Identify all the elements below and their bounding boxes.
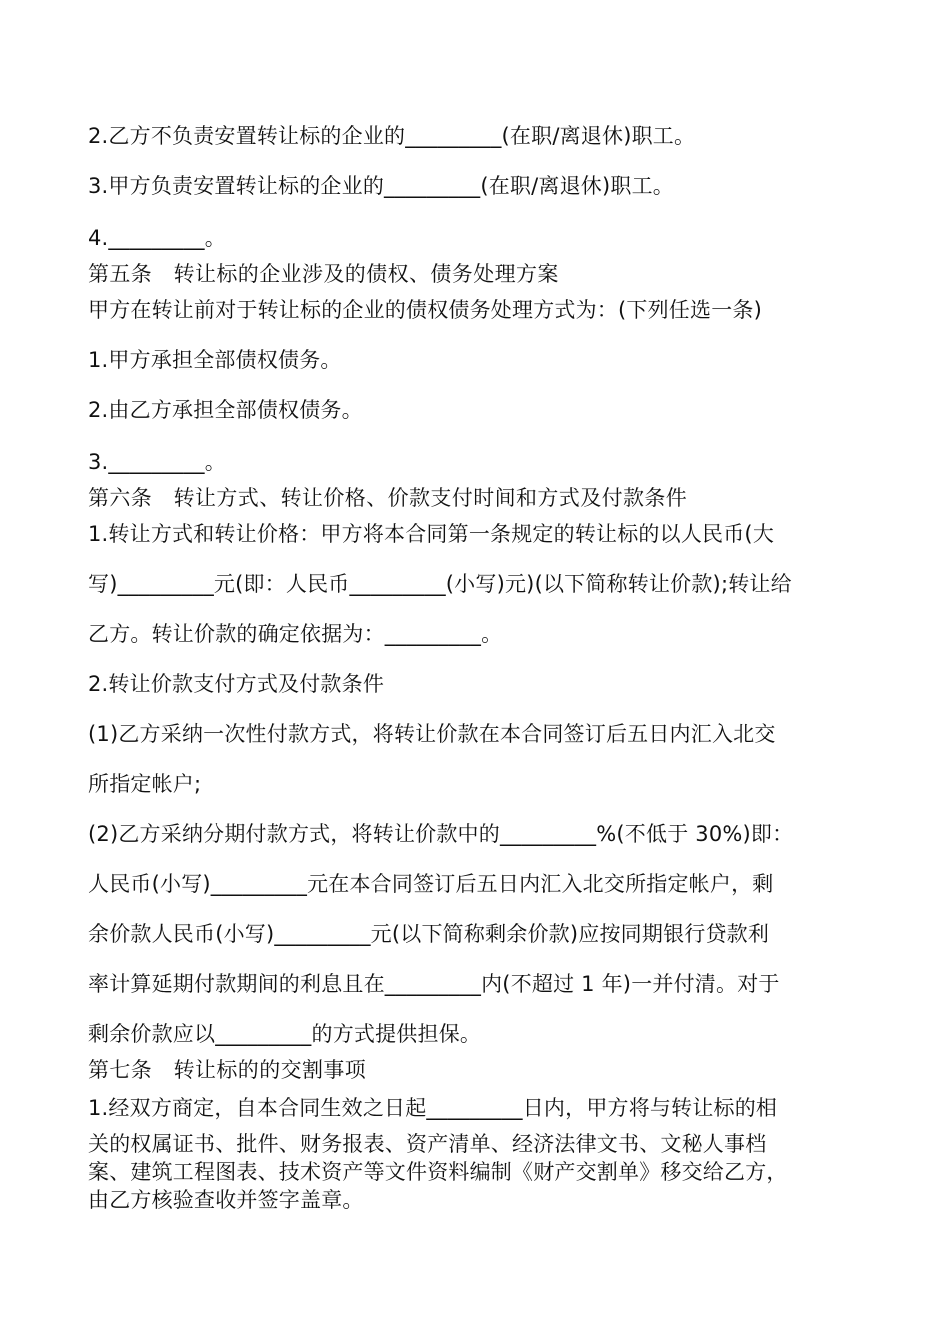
article-7-heading: 第七条 转让标的的交割事项 — [88, 1058, 367, 1082]
article-6-para-1-line-3: 乙方。转让价款的确定依据为：_________。 — [88, 622, 503, 646]
article-6-para-2-1-line-2: 所指定帐户; — [88, 772, 202, 796]
article-7-para-1-line-1: 1.经双方商定，自本合同生效之日起_________日内，甲方将与转让标的相 — [88, 1096, 778, 1120]
clause-5-item-4: 4._________。 — [88, 226, 226, 250]
article-5-intro: 甲方在转让前对于转让标的企业的债权债务处理方式为：(下列任选一条) — [88, 298, 762, 322]
clause-5-item-3: 3.甲方负责安置转让标的企业的_________(在职/离退休)职工。 — [88, 174, 674, 198]
article-6-para-2-heading: 2.转让价款支付方式及付款条件 — [88, 672, 385, 696]
article-6-para-2-2-line-2: 人民币(小写)_________元在本合同签订后五日内汇入北交所指定帐户，剩 — [88, 872, 774, 896]
article-6-para-2-2-line-3: 余价款人民币(小写)_________元(以下简称剩余价款)应按同期银行贷款利 — [88, 922, 770, 946]
article-6-para-1-line-1: 1.转让方式和转让价格：甲方将本合同第一条规定的转让标的以人民币(大 — [88, 522, 775, 546]
clause-5-item-2: 2.乙方不负责安置转让标的企业的_________(在职/离退休)职工。 — [88, 124, 696, 148]
article-7-para-1-line-4: 由乙方核验查收并签字盖章。 — [88, 1188, 364, 1212]
article-6-heading: 第六条 转让方式、转让价格、价款支付时间和方式及付款条件 — [88, 486, 688, 510]
article-6-para-2-2-line-1: (2)乙方采纳分期付款方式，将转让价款中的_________%(不低于 30%)即： — [88, 822, 794, 846]
article-5-option-2: 2.由乙方承担全部债权债务。 — [88, 398, 363, 422]
article-5-option-3: 3._________。 — [88, 450, 226, 474]
article-6-para-2-2-line-5: 剩余价款应以_________的方式提供担保。 — [88, 1022, 482, 1046]
article-7-para-1-line-2: 关的权属证书、批件、财务报表、资产清单、经济法律文书、文秘人事档 — [88, 1132, 767, 1156]
article-6-para-2-2-line-4: 率计算延期付款期间的利息且在_________内(不超过 1 年)一并付清。对于 — [88, 972, 780, 996]
article-6-para-2-1-line-1: (1)乙方采纳一次性付款方式，将转让价款在本合同签订后五日内汇入北交 — [88, 722, 776, 746]
article-5-option-1: 1.甲方承担全部债权债务。 — [88, 348, 342, 372]
article-6-para-1-line-2: 写)_________元(即：人民币_________(小写)元)(以下简称转让价款);转让给 — [88, 572, 792, 596]
article-5-heading: 第五条 转让标的企业涉及的债权、债务处理方案 — [88, 262, 559, 286]
article-7-para-1-line-3: 案、建筑工程图表、技术资产等文件资料编制《财产交割单》移交给乙方， — [88, 1160, 788, 1184]
